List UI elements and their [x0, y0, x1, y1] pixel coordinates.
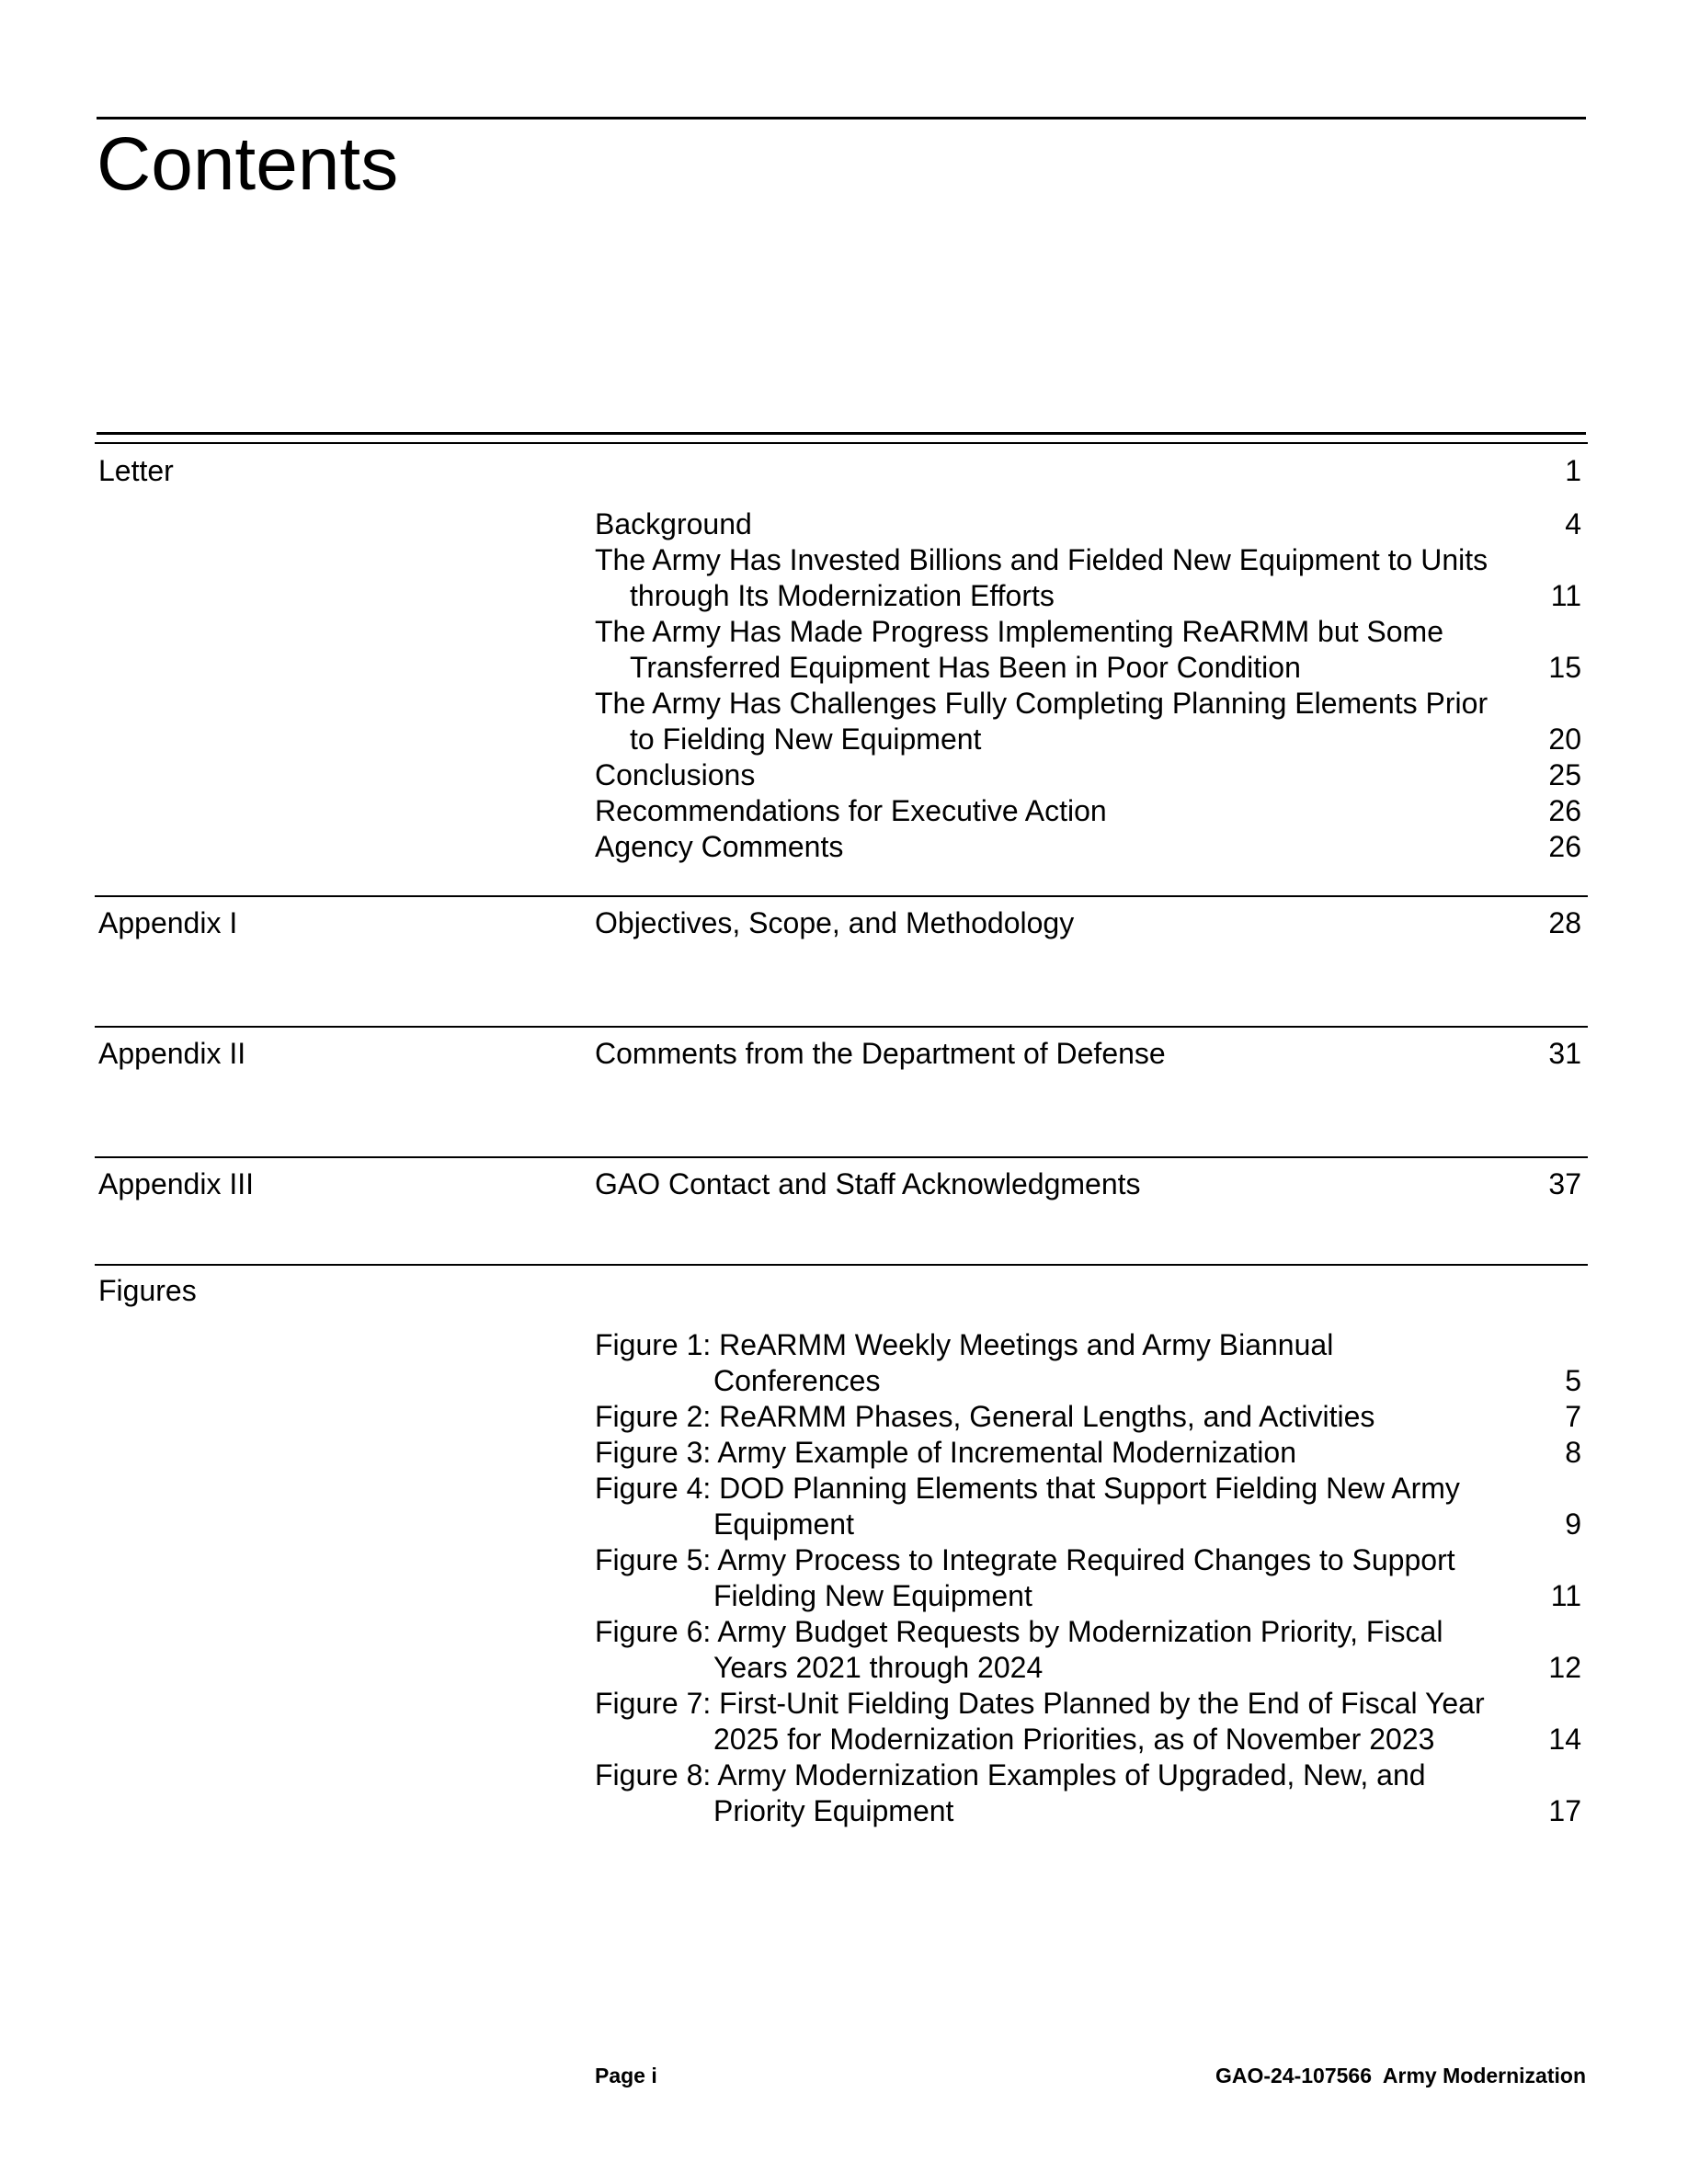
toc-entry[interactable] — [595, 757, 1581, 793]
section-label-letter: Letter — [98, 454, 174, 487]
toc-entry-page: 9 — [1565, 1507, 1581, 1541]
toc-entry-text: The Army Has Challenges Fully Completing Planning Elements Prior to Fielding New Equipment — [595, 687, 1488, 756]
toc-entry-text: Figure 7: First-Unit Fielding Dates Planned by the End of Fiscal Year 2025 for Modernization Priorities, as of November 2023 — [595, 1687, 1485, 1756]
toc-entry-page: 17 — [1548, 1794, 1581, 1827]
toc-entry[interactable] — [595, 1542, 1581, 1614]
section-label-appendix-2: Appendix II — [98, 1037, 246, 1070]
toc-entry[interactable] — [595, 1166, 1581, 1202]
section-rule — [95, 895, 1588, 897]
toc-entry-page: 31 — [1548, 1037, 1581, 1070]
page-title: Contents — [97, 122, 399, 206]
toc-entry[interactable] — [595, 1036, 1581, 1072]
letter-entries — [595, 506, 1581, 865]
toc-entry-text: Figure 8: Army Modernization Examples of Upgraded, New, and Priority Equipment — [595, 1758, 1426, 1827]
toc-entry-page: 28 — [1548, 906, 1581, 939]
toc-entry[interactable] — [595, 1471, 1581, 1542]
toc-entry-page: 14 — [1548, 1723, 1581, 1756]
toc-top-rule — [97, 432, 1586, 435]
footer-page-label: Page i — [595, 2064, 657, 2087]
toc-entry-page: 7 — [1565, 1400, 1581, 1433]
section-label-appendix-1: Appendix I — [98, 906, 238, 939]
toc-entry-page: 11 — [1550, 579, 1581, 612]
toc-entry-text: Figure 4: DOD Planning Elements that Support Fielding New Army Equipment — [595, 1472, 1460, 1541]
section-rule — [95, 1156, 1588, 1158]
toc-entry[interactable] — [595, 1614, 1581, 1686]
toc-entry[interactable] — [595, 1686, 1581, 1757]
section-rule — [95, 1264, 1588, 1266]
toc-entry-text: Figure 1: ReARMM Weekly Meetings and Army Biannual Conferences — [595, 1328, 1334, 1397]
toc-entry[interactable] — [595, 506, 1581, 542]
toc-entry-page: 5 — [1565, 1364, 1581, 1397]
toc-entry-page: 15 — [1548, 651, 1581, 684]
section-label-appendix-3: Appendix III — [98, 1167, 254, 1200]
toc-entry-text: Agency Comments — [595, 830, 844, 863]
toc-entry[interactable] — [595, 793, 1581, 829]
toc-entry-page: 37 — [1548, 1167, 1581, 1200]
toc-entry-text: Figure 5: Army Process to Integrate Required Changes to Support Fielding New Equipment — [595, 1543, 1455, 1612]
toc-entry-page: 20 — [1548, 722, 1581, 756]
page-number[interactable]: 1 — [1565, 454, 1581, 487]
toc-entry[interactable] — [595, 905, 1581, 941]
toc-entry-page: 11 — [1550, 1579, 1581, 1612]
toc-entry-page: 26 — [1548, 794, 1581, 827]
toc-entry-page: 8 — [1565, 1436, 1581, 1469]
toc-entry-page: 26 — [1548, 830, 1581, 863]
toc-entry-text: Figure 6: Army Budget Requests by Modernization Priority, Fiscal Years 2021 through 2024 — [595, 1615, 1443, 1684]
section-label-figures: Figures — [98, 1274, 197, 1307]
toc-entry-text: The Army Has Invested Billions and Fielded New Equipment to Units through Its Modernization Efforts — [595, 543, 1488, 612]
toc-entry-text: Background — [595, 507, 752, 540]
toc-entry-text: GAO Contact and Staff Acknowledgments — [595, 1167, 1141, 1200]
footer-report-id: GAO-24-107566 Army Modernization — [1215, 2064, 1586, 2087]
toc-entry[interactable] — [595, 1327, 1581, 1399]
toc-top-rule-thin — [95, 442, 1588, 444]
toc-entry[interactable] — [595, 829, 1581, 865]
toc-entry-text: Objectives, Scope, and Methodology — [595, 906, 1075, 939]
toc-entry[interactable] — [595, 542, 1581, 614]
toc-entry[interactable] — [595, 686, 1581, 757]
toc-entry-text: Recommendations for Executive Action — [595, 794, 1107, 827]
toc-entry-text: Figure 2: ReARMM Phases, General Lengths, and Activities — [595, 1400, 1375, 1433]
toc-entry-text: Conclusions — [595, 758, 756, 791]
toc-entry[interactable] — [595, 1399, 1581, 1435]
toc-entry[interactable] — [595, 1757, 1581, 1829]
toc-entry-text: The Army Has Made Progress Implementing ReARMM but Some Transferred Equipment Has Been in Poor Condition — [595, 615, 1443, 684]
toc-entry-text: Figure 3: Army Example of Incremental Modernization — [595, 1436, 1296, 1469]
figure-entries — [595, 1327, 1581, 1829]
toc-entry-text: Comments from the Department of Defense — [595, 1037, 1166, 1070]
section-rule — [95, 1026, 1588, 1028]
toc-entry-page: 4 — [1565, 507, 1581, 540]
toc-entry-page: 12 — [1548, 1651, 1581, 1684]
toc-entry[interactable] — [595, 614, 1581, 686]
toc-entry-page: 25 — [1548, 758, 1581, 791]
toc-entry[interactable] — [595, 1435, 1581, 1471]
